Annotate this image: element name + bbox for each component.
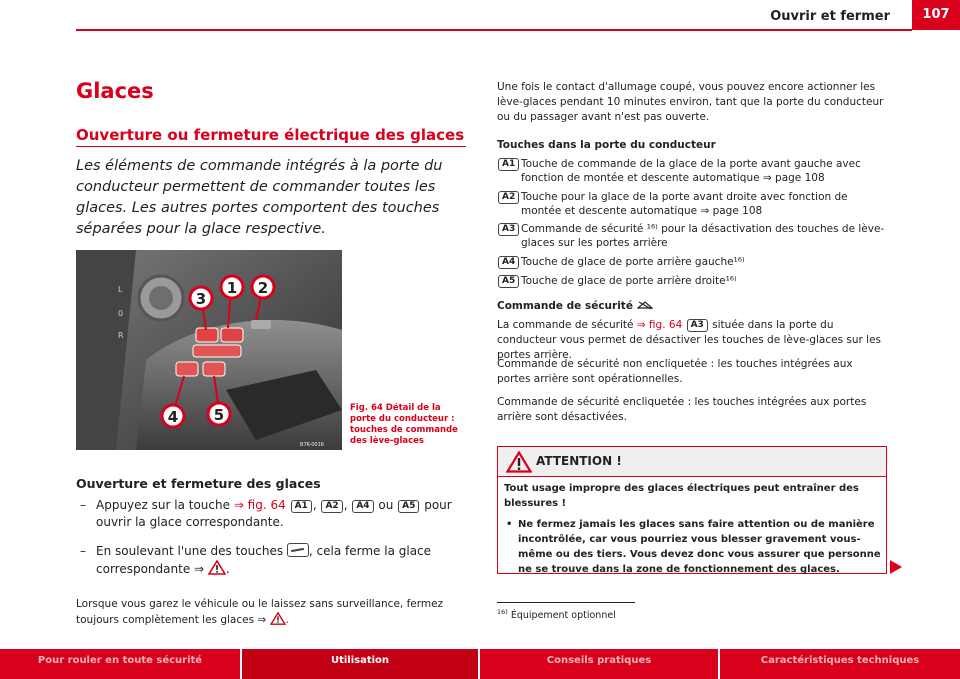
attention-line-1: Tout usage impropre des glaces électriques peut entraîner des blessures ! <box>504 483 859 509</box>
subtitle-rule <box>76 146 466 147</box>
svg-text:0: 0 <box>118 309 124 318</box>
step-close-text-a: En soulevant l'une des touches <box>96 544 287 558</box>
keys-heading: Touches dans la porte du conducteur <box>497 139 716 151</box>
continue-arrow-icon[interactable] <box>890 560 902 574</box>
lead-paragraph: Les éléments de commande intégrés à la porte du conducteur permettent de commander toutes les glaces. Les autres portes comportent des touches séparées pour la glace respective. <box>76 158 443 237</box>
parking-note-end: . <box>285 614 289 626</box>
attention-box <box>497 446 887 574</box>
key-a3: A3 <box>687 319 708 332</box>
section-title: Glaces <box>76 79 154 103</box>
item-text-a3: Commande de sécurité ¹⁶⁾ pour la désactivation des touches de lève-glaces sur les portes arrière <box>521 223 885 249</box>
callout-1 <box>221 276 243 298</box>
door-control-figure <box>76 250 342 450</box>
callout-5 <box>208 403 230 425</box>
warning-triangle-icon-2[interactable] <box>270 612 286 625</box>
footnote-text: Équipement optionnel <box>510 610 616 622</box>
footnote <box>497 608 616 621</box>
section-subtitle: Ouverture ou fermeture électrique des glaces <box>76 126 465 144</box>
attention-header <box>498 447 886 477</box>
fig64-link[interactable]: ⇒ fig. 64 <box>233 498 286 512</box>
subheading-open-close: Ouverture et fermeture des glaces <box>76 476 321 491</box>
step-open <box>80 497 470 531</box>
step-dash-2: – <box>80 544 86 558</box>
attention-body <box>504 481 882 577</box>
safety-p1-b: située dans la porte du conducteur vous permet de désactiver les touches de lève-glaces sur les portes arrière. <box>497 319 882 361</box>
callout-2-label: 2 <box>257 279 269 297</box>
list-item <box>497 157 889 185</box>
step-open-or: ou <box>374 498 398 512</box>
running-header: Ouvrir et fermer <box>770 9 890 24</box>
safety-paragraph-3: Commande de sécurité encliquetée : les touches intégrées aux portes arrière sont désactivées. <box>497 396 867 423</box>
list-item <box>497 190 889 218</box>
figure-code: B7K-0016 <box>300 442 324 448</box>
callout-4-label: 4 <box>167 408 179 426</box>
attention-title: ATTENTION ! <box>536 454 622 468</box>
list-item <box>497 255 889 269</box>
callout-3-label: 3 <box>195 290 207 308</box>
attention-line-2: Ne fermez jamais les glaces sans faire attention ou de manière incontrôlée, car vous pourriez vous blesser gravement vous-même ou des tiers. Vous devez donc vous assurer que personne ne se trouve dans la zone de fonctionnement des glaces. <box>518 519 881 575</box>
list-item <box>497 222 889 250</box>
svg-text:L: L <box>118 285 123 294</box>
parking-note <box>76 597 466 628</box>
key-a2: A2 <box>321 500 342 513</box>
footer-tab-utilisation[interactable]: Utilisation <box>242 649 478 679</box>
safety-p1-a: La commande de sécurité <box>497 319 637 331</box>
figure-caption: Fig. 64 Détail de la porte du conducteur : touches de commande des lève-glaces <box>350 403 458 446</box>
item-key-a2: A2 <box>498 191 519 204</box>
footer-tab-caracteristiques[interactable]: Caractéristiques techniques <box>760 655 920 666</box>
step-close-text-c: . <box>225 562 230 576</box>
door-panel-illustration <box>76 250 342 450</box>
warning-triangle-icon-large <box>506 451 532 473</box>
step-open-sep1: , <box>312 498 321 512</box>
callout-4 <box>162 405 184 427</box>
page-number: 107 <box>912 0 960 30</box>
callout-5-label: 5 <box>213 406 225 424</box>
step-open-sep2: , <box>343 498 352 512</box>
key-a1: A1 <box>291 500 312 513</box>
item-text-a1: Touche de commande de la glace de la porte avant gauche avec fonction de montée et descente automatique ⇒ page 108 <box>521 158 861 184</box>
item-key-a1: A1 <box>498 158 519 171</box>
item-key-a3: A3 <box>498 223 519 236</box>
attention-bullet: • <box>506 519 513 530</box>
safety-heading <box>497 299 889 314</box>
item-key-a4: A4 <box>498 256 519 269</box>
window-switch-icon <box>287 543 309 557</box>
step-close-text <box>80 543 470 578</box>
footnote-mark: 16) <box>497 608 508 616</box>
item-key-a5: A5 <box>498 275 519 288</box>
safety-heading-text: Commande de sécurité <box>497 300 633 312</box>
step-open-text <box>80 497 470 531</box>
key-a4: A4 <box>352 500 373 513</box>
step-open-text-a: Appuyez sur la touche <box>96 498 234 512</box>
item-text-a5: Touche de glace de porte arrière droite¹⁶⁾ <box>521 275 737 287</box>
step-open-text-b: pour ouvrir la glace correspondante. <box>96 498 452 529</box>
footer-nav <box>0 649 960 679</box>
child-lock-icon <box>637 300 653 310</box>
list-item <box>497 274 889 288</box>
warning-triangle-icon[interactable] <box>208 560 226 575</box>
step-close <box>80 543 470 578</box>
attention-bullet-row <box>504 517 882 577</box>
item-text-a4: Touche de glace de porte arrière gauche¹⁶⁾ <box>521 256 745 268</box>
intro-paragraph: Une fois le contact d'allumage coupé, vous pouvez encore actionner les lève-glaces pendant 10 minutes environ, tant que la porte du conducteur ou du passager avant n'est pas ouverte. <box>497 81 884 123</box>
header-rule <box>76 29 912 31</box>
svg-text:R: R <box>118 331 124 340</box>
key-a5: A5 <box>398 500 419 513</box>
callout-1-label: 1 <box>226 279 238 297</box>
footer-tab-conseils[interactable]: Conseils pratiques <box>546 655 652 666</box>
fig64-link-2[interactable]: ⇒ fig. 64 <box>636 319 683 331</box>
safety-paragraph-2: Commande de sécurité non encliquetée : les touches intégrées aux portes arrière sont opérationnelles. <box>497 358 853 385</box>
step-close-text-b: , cela ferme la glace correspondante ⇒ <box>96 544 432 576</box>
item-text-a2: Touche pour la glace de la porte avant droite avec fonction de montée et descente automatique ⇒ page 108 <box>521 191 848 217</box>
footnote-rule <box>497 602 635 603</box>
callout-3 <box>190 287 212 309</box>
step-dash: – <box>80 498 86 512</box>
parking-note-text: Lorsque vous garez le véhicule ou le laissez sans surveillance, fermez toujours complètement les glaces ⇒ <box>76 598 444 626</box>
footer-tab-safety[interactable]: Pour rouler en toute sécurité <box>37 655 203 666</box>
callout-2 <box>252 276 274 298</box>
